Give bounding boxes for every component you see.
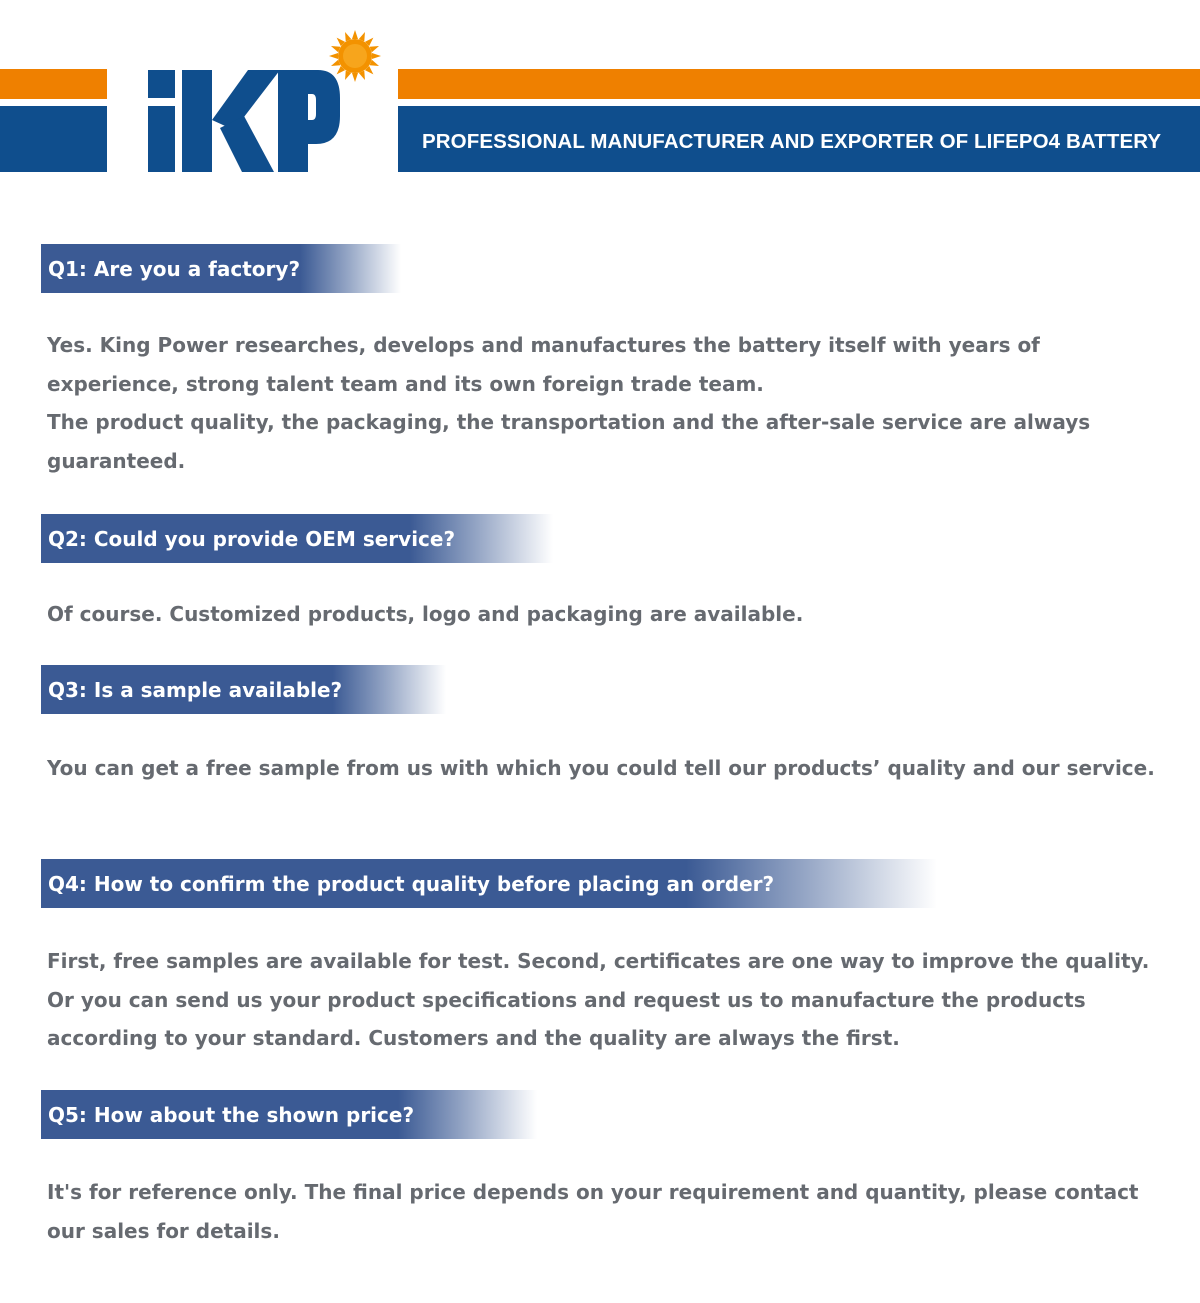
kp-logo bbox=[140, 28, 390, 178]
faq-answer-paragraph: Of course. Customized products, logo and packaging are available. bbox=[47, 602, 804, 626]
faq-answer-2 bbox=[47, 595, 1167, 634]
faq-answer-paragraph: Yes. King Power researches, develops and manufactures the battery itself with years of experience, strong talent team and its own foreign trade team. bbox=[47, 333, 1040, 396]
faq-question-2: Q2: Could you provide OEM service? bbox=[41, 514, 553, 563]
faq-answer-4 bbox=[47, 942, 1167, 1058]
faq-question-3: Q3: Is a sample available? bbox=[41, 665, 446, 714]
faq-answer-paragraph: First, free samples are available for test. Second, certificates are one way to improve the quality. Or you can send us your product specifications and request us to manufacture the products according to your standard. Customers and the quality are always the first. bbox=[47, 949, 1150, 1050]
company-tagline: PROFESSIONAL MANUFACTURER AND EXPORTER OF LIFEPO4 BATTERY bbox=[422, 130, 1162, 153]
orange-stripe-right bbox=[398, 69, 1200, 99]
faq-answer-1 bbox=[47, 326, 1167, 480]
faq-question-1: Q1: Are you a factory? bbox=[41, 244, 401, 293]
faq-answer-paragraph: It's for reference only. The final price depends on your requirement and quantity, please contact our sales for details. bbox=[47, 1180, 1139, 1243]
blue-stripe-left bbox=[0, 106, 107, 172]
faq-answer-3 bbox=[47, 749, 1167, 788]
faq-answer-paragraph: You can get a free sample from us with which you could tell our products’ quality and our service. bbox=[47, 756, 1155, 780]
faq-question-4: Q4: How to confirm the product quality before placing an order? bbox=[41, 859, 937, 908]
sun-icon bbox=[329, 30, 381, 82]
orange-stripe-left bbox=[0, 69, 107, 99]
faq-answer-paragraph: The product quality, the packaging, the transportation and the after-sale service are always guaranteed. bbox=[47, 410, 1091, 473]
faq-answer-5 bbox=[47, 1173, 1167, 1250]
faq-question-5: Q5: How about the shown price? bbox=[41, 1090, 537, 1139]
header-banner bbox=[0, 0, 1200, 180]
